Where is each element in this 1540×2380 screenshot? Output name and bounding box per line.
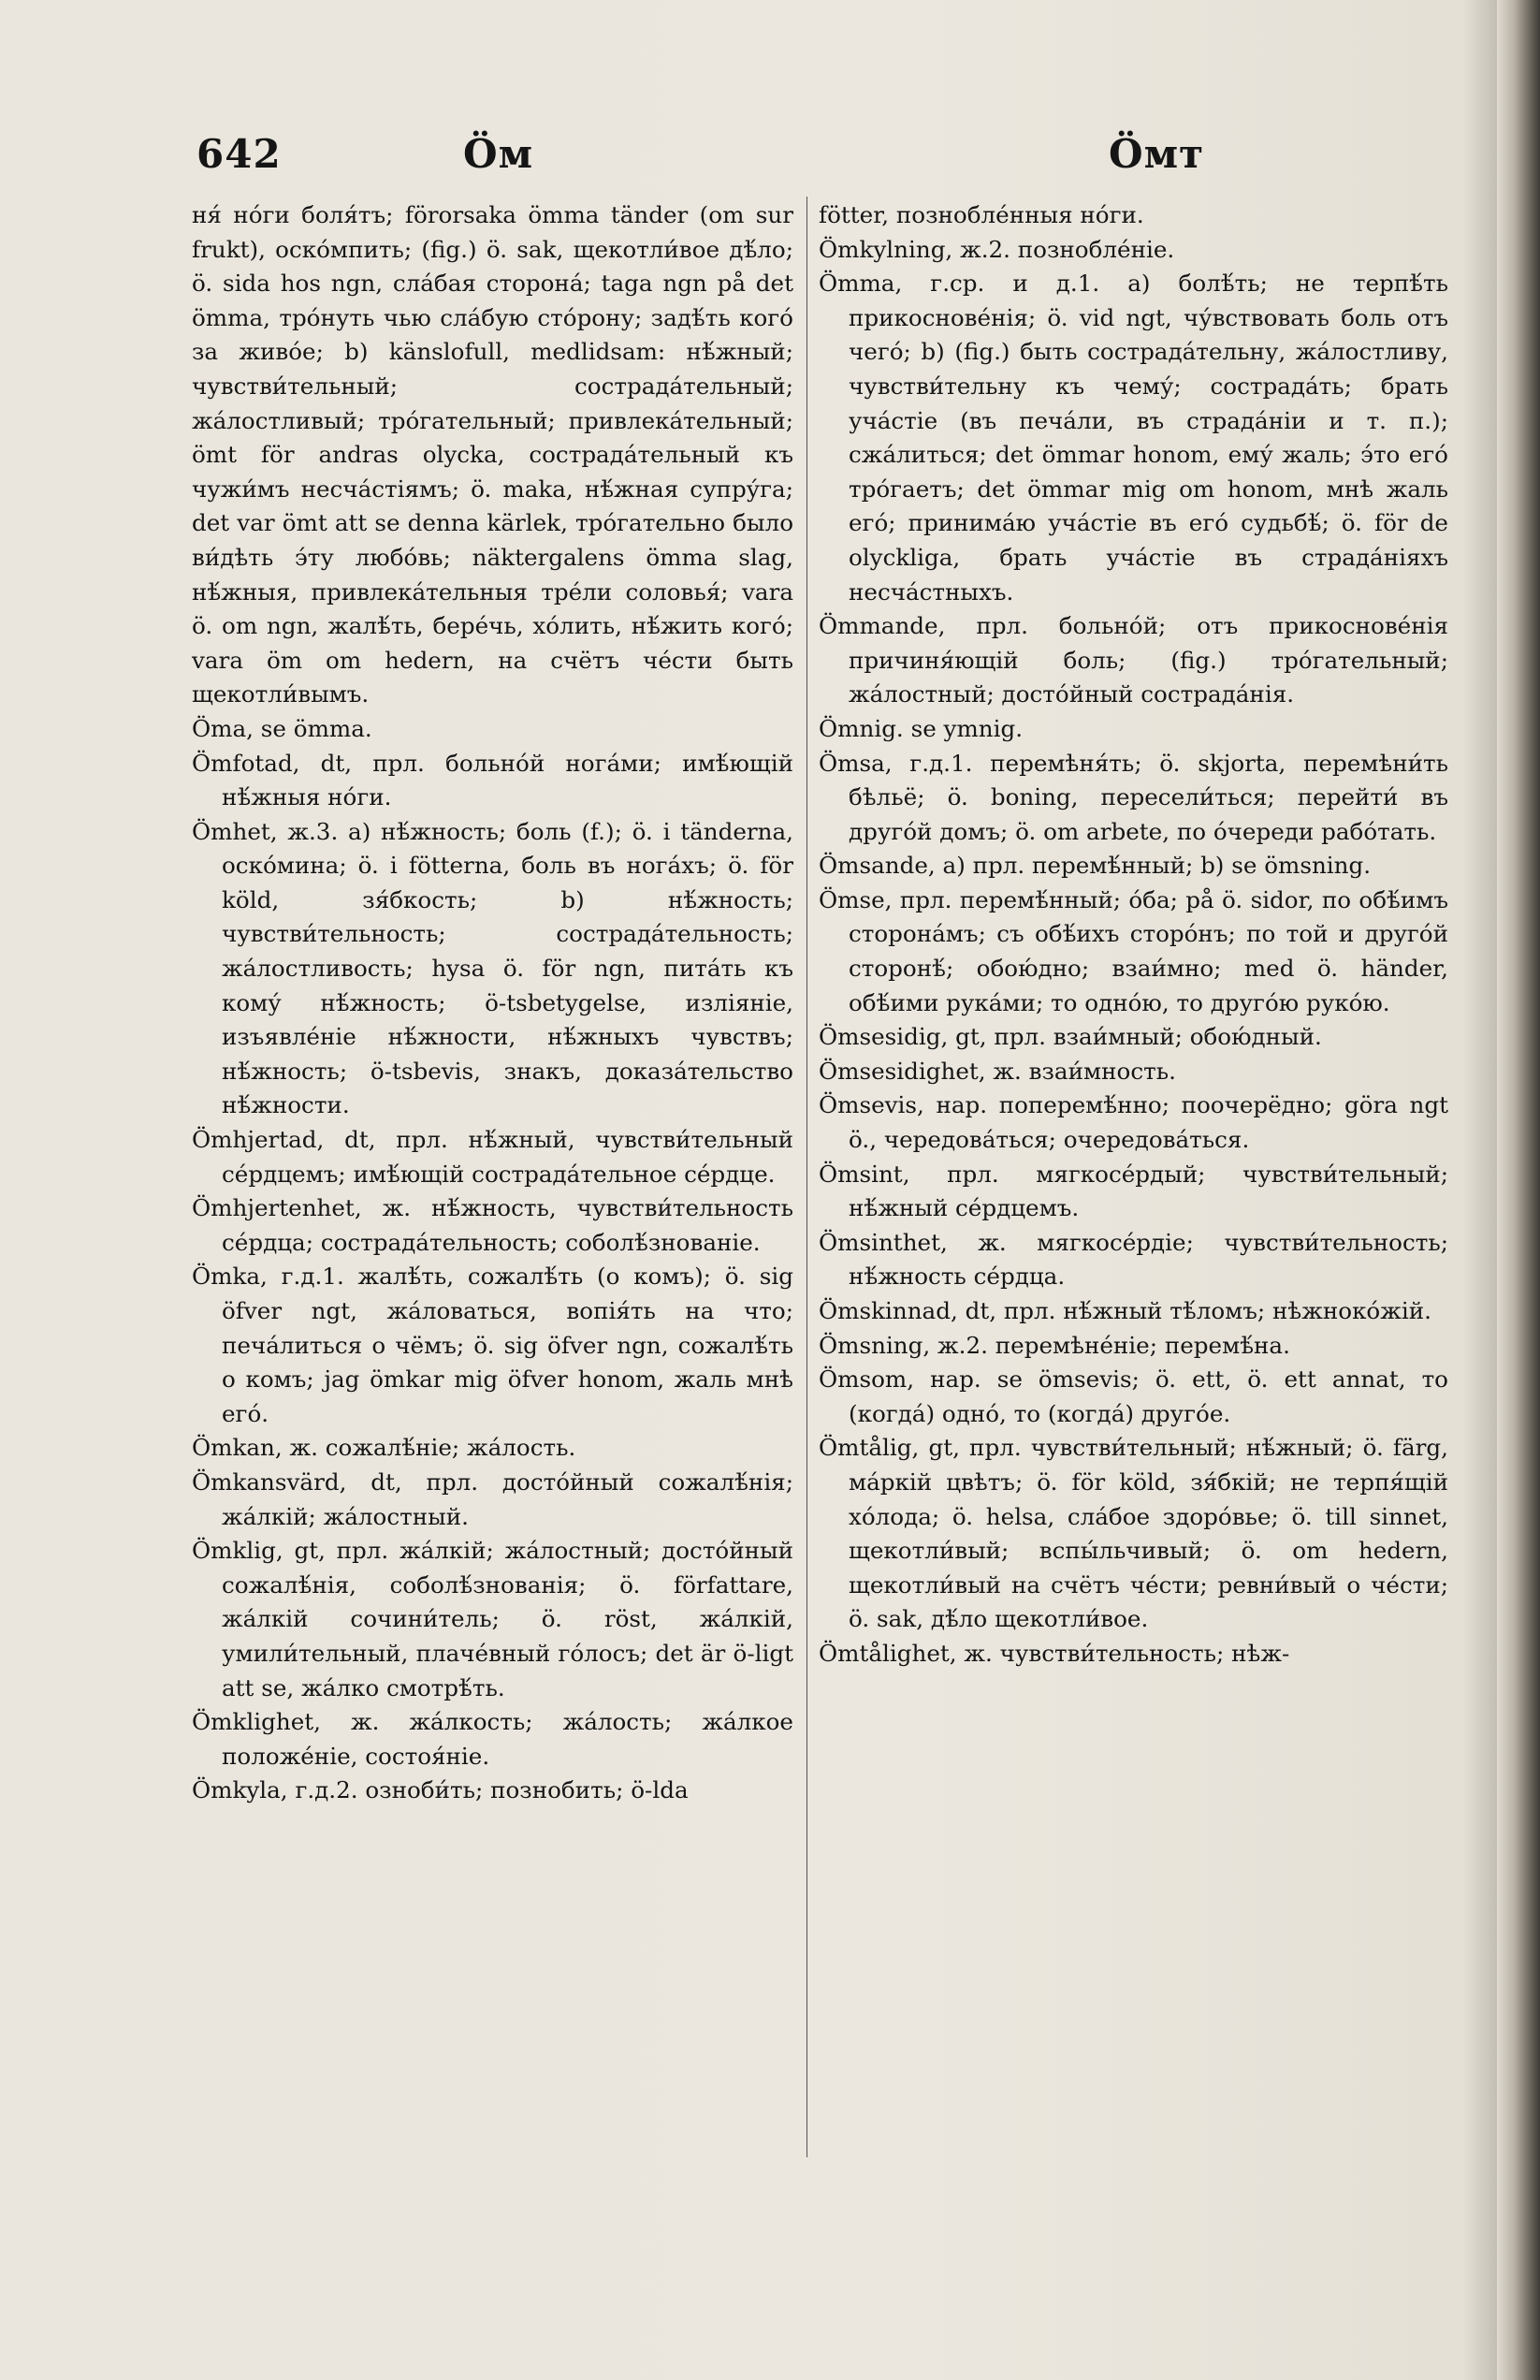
dictionary-entry: Ömskinnad, dt, прл. нѣ́жный тѣ́ломъ; нѣжноко́жій.: [819, 1297, 1431, 1324]
dictionary-entry: Ömma, г.ср. и д.1. a) болѣ́ть; не терпѣ́ть прикосновéнія; ö. vid ngt, чу́вствовать боль отъ чего́; b) (fig.) быть сострада́тельну, жа́лостливу, чувстви́тельну къ чему́; сострада́ть; брать уча́стіе (въ печа́ли, въ страда́ніи и т. п.); сжа́литься; det ömmar honom, ему́ жаль; э́то его́ тро́гаетъ; det ömmar mig om honom, мнѣ жаль его́; принима́ю уча́стіе въ его́ судьбѣ́; ö. för de olyckliga, брать уча́стіе въ страда́ніяхъ несча́стныхъ.: [819, 270, 1448, 606]
dictionary-entry: Ömklig, gt, прл. жа́лкій; жа́лостный; досто́йный сожалѣ́нія, соболѣ́знованія; ö. författare, жа́лкій сочини́тель; ö. röst, жа́лкій, умили́тельный, плачéвный го́лосъ; det är ö-ligt att se, жа́лко смотрѣ́ть.: [192, 1537, 793, 1701]
dictionary-entry: Ömsande, a) прл. перемѣ́нный; b) se ömsning.: [819, 852, 1372, 880]
dictionary-entry: Ömsevis, нар. поперемѣ́нно; поочерёдно; göra ngt ö., чередова́ться; очередова́ться.: [819, 1091, 1448, 1154]
dictionary-entry: Ömsning, ж.2. перемѣнéніе; перемѣ́на.: [819, 1331, 1290, 1359]
dictionary-entry: Ömnig. se ymnig.: [819, 714, 1024, 742]
dictionary-entry: Ömkan, ж. сожалѣ́ніе; жа́лость.: [192, 1434, 576, 1462]
dictionary-entry: Ömkylning, ж.2. позноблéніе.: [819, 235, 1175, 263]
dictionary-entry: Ömtålighet, ж. чувстви́тельность; нѣж-: [819, 1639, 1290, 1667]
dictionary-entry: Ömse, прл. перемѣ́нный; о́ба; på ö. sidor, по обѣ́имъ сторона́мъ; съ обѣ́ихъ сторо́нъ; по той и друго́й сторонѣ́; обою́дно; взаи́мно; med ö. händer, обѣ́ими рука́ми; то одно́ю, то друго́ю руко́ю.: [819, 885, 1448, 1016]
dictionary-entry: ня́ но́ги боля́тъ; förorsaka ömma tänder (om sur frukt), оско́мпить; (fig.) ö. sak, щекотли́вое дѣ́ло; ö. sida hos ngn, сла́бая сторона́; taga ngn på det ömma, тро́нуть чью сла́бую сто́рону; задѣ́ть кого́ за живо́е; b) känslofull, medlidsam: нѣ́жный; чувстви́тельный; сострада́тельный; жа́лостливый; тро́гательный; привлека́тельный; ömt för andras olycka, сострада́тельный къ чужи́мъ несча́стіямъ; ö. maka, нѣ́жная супру́га; det var ömt att se denna kärlek, тро́гательно было ви́дѣть э́ту любо́вь; näktergalens ömma slag, нѣ́жныя, привлека́тельныя тре́ли соловья́; vara ö. om ngn, жалѣ́ть, берéчь, хо́лить, нѣ́жить кого́; vara öm om hedern, на счётъ чéсти быть щекотли́вымъ.: [192, 201, 793, 708]
page-number: 642: [196, 131, 282, 177]
dictionary-entry: Ömmande, прл. больно́й; отъ прикосновéнія причиня́ющій боль; (fig.) тро́гательный; жа́лостный; досто́йный сострада́нія.: [819, 612, 1448, 708]
dictionary-entry: Ömsint, прл. мягкосéрдый; чувстви́тельный; нѣ́жный се́рдцемъ.: [819, 1160, 1448, 1222]
dictionary-entry: Ömtålig, gt, прл. чувстви́тельный; нѣ́жный; ö. färg, ма́ркій цвѣтъ; ö. för köld, зя́бкій; не терпя́щій хо́лода; ö. helsa, сла́бое здоро́вье; ö. till sinnet, щекотли́вый; вспы́льчивый; ö. om hedern, щекотли́вый на счётъ чéсти; ревни́вый о чéсти; ö. sak, дѣ́ло щекотли́вое.: [819, 1434, 1448, 1633]
page-binding-shadow: [1497, 0, 1540, 2380]
dictionary-entry: Ömsinthet, ж. мягкосéрдіе; чувстви́тельность; нѣ́жность се́рдца.: [819, 1228, 1448, 1291]
column-divider: [806, 197, 807, 2157]
dictionary-entry: Ömfotad, dt, прл. больно́й нога́ми; имѣ́ющій нѣ́жныя но́ги.: [192, 749, 793, 811]
dictionary-entry: Ömhjertenhet, ж. нѣ́жность, чувстви́тельность се́рдца; сострада́тельность; соболѣ́знованіе.: [192, 1194, 793, 1256]
dictionary-entry: Ömklighet, ж. жа́лкость; жа́лость; жа́лкое положéніе, состоя́ніе.: [192, 1708, 793, 1770]
dictionary-entry: Ömsesidig, gt, прл. взаи́мный; обою́дный.: [819, 1023, 1322, 1051]
dictionary-entry: Ömsom, нар. se ömsevis; ö. ett, ö. ett annat, то (когда́) одно́, то (когда́) друго́е.: [819, 1365, 1448, 1427]
dictionary-entry: Ömhjertad, dt, прл. нѣ́жный, чувстви́тельный се́рдцемъ; имѣ́ющій сострада́тельное се́рдце.: [192, 1126, 793, 1188]
dictionary-entry: Ömka, г.д.1. жалѣ́ть, сожалѣ́ть (о комъ); ö. sig öfver ngt, жа́ловаться, вопія́ть на что; печа́литься о чёмъ; ö. sig öfver ngn, сожалѣ́ть о комъ; jag ömkar mig öfver honom, жаль мнѣ его́.: [192, 1263, 793, 1427]
page-header: [187, 131, 1207, 187]
dictionary-entry: Öma, se ömma.: [192, 714, 372, 742]
dictionary-entry: Ömkyla, г.д.2. озноби́ть; познобить; ö-lda: [192, 1776, 689, 1804]
left-column: [192, 198, 793, 1808]
dictionary-entry: Ömkansvärd, dt, прл. досто́йный сожалѣ́нія; жа́лкій; жа́лостный.: [192, 1467, 793, 1530]
dictionary-entry: Ömsa, г.д.1. перемѣня́ть; ö. skjorta, перемѣни́ть бѣльё; ö. boning, пересели́ться; перейти́ въ друго́й домъ; ö. om arbete, по о́череди рабо́тать.: [819, 749, 1448, 845]
right-column: [819, 198, 1448, 1672]
dictionary-entry: fötter, позноблéнныя но́ги.: [819, 201, 1144, 228]
left-guide-word: Öм: [463, 131, 534, 177]
right-guide-word: Öмт: [1109, 131, 1205, 177]
dictionary-entry: Ömsesidighet, ж. взаи́мность.: [819, 1057, 1176, 1085]
dictionary-entry: Ömhet, ж.3. a) нѣ́жность; боль (f.); ö. i tänderna, оско́мина; ö. i fötterna, боль въ нога́хъ; ö. för köld, зя́бкость; b) нѣ́жность; чувстви́тельность; сострада́тельность; жа́лостливость; hysa ö. för ngn, пита́ть къ кому́ нѣ́жность; ö-tsbetygelse, изліяніе, изъявлéніе нѣ́жности, нѣ́жныхъ чувствъ; нѣ́жность; ö-tsbevis, знакъ, доказа́тельство нѣ́жности.: [192, 817, 793, 1119]
